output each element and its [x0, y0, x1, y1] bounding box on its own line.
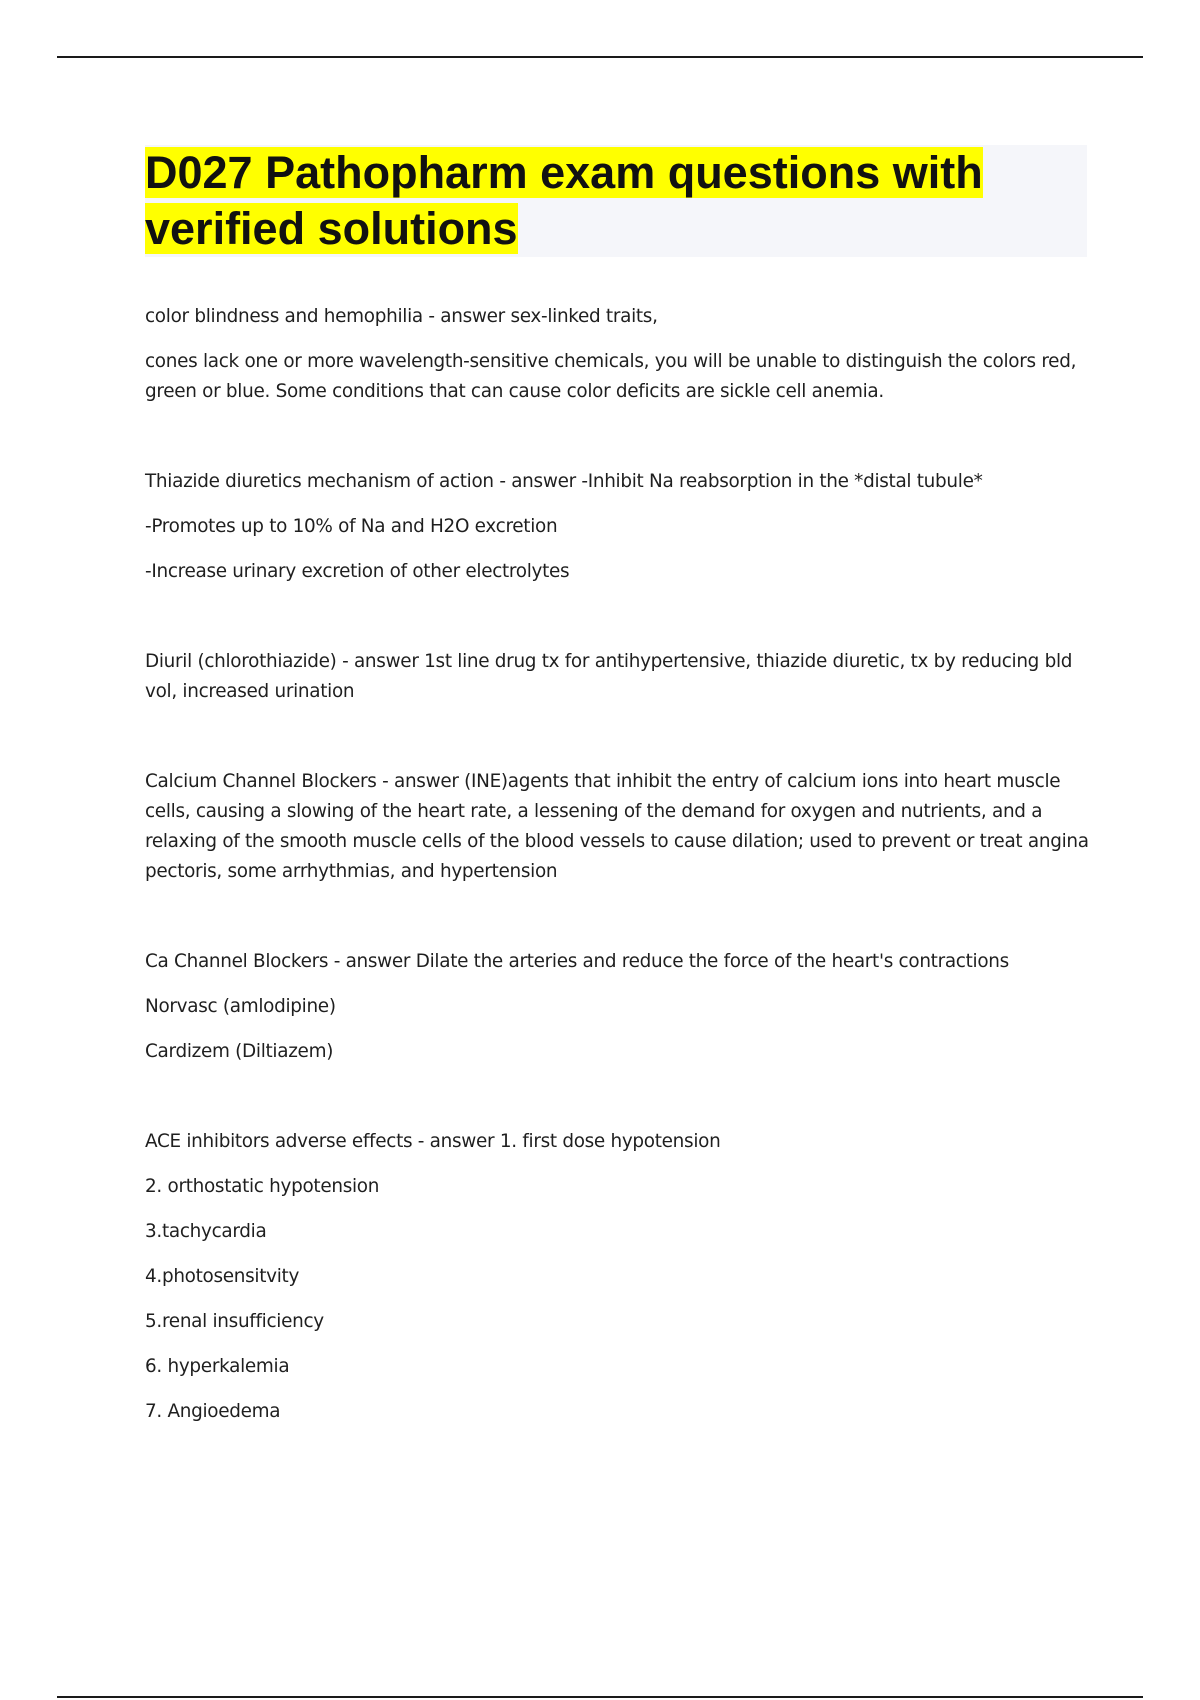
list-item: 4.photosensitvity — [145, 1266, 300, 1287]
list-item: 3.tachycardia — [145, 1221, 267, 1242]
document-title — [145, 145, 1087, 257]
list-item: 2. orthostatic hypotension — [145, 1176, 380, 1197]
entry-question: color blindness and hemophilia - answer sex-linked traits, — [145, 306, 658, 327]
document-body — [145, 302, 1090, 1427]
list-item: 7. Angioedema — [145, 1401, 281, 1422]
entry-question: ACE inhibitors adverse effects - answer 1. first dose hypotension — [145, 1131, 721, 1152]
entry-answer: Cardizem (Diltiazem) — [145, 1041, 334, 1062]
entry-question: Diuril (chlorothiazide) - answer 1st line drug tx for antihypertensive, thiazide diuretic, tx by reducing bld vol, increased urination — [145, 651, 1073, 702]
bottom-rule — [57, 1696, 1143, 1698]
entry-answer: -Increase urinary excretion of other electrolytes — [145, 561, 570, 582]
title-line-1: D027 Pathopharm exam questions with — [145, 147, 983, 198]
top-rule — [57, 56, 1143, 58]
list-item: 5.renal insufficiency — [145, 1311, 324, 1332]
entry-question: Calcium Channel Blockers - answer (INE)agents that inhibit the entry of calcium ions into heart muscle cells, causing a slowing of the heart rate, a lessening of the demand for oxygen and nutrients, and a relaxing of the smooth muscle cells of the blood vessels to cause dilation; used to prevent or treat angina pectoris, some arrhythmias, and hypertension — [145, 771, 1089, 882]
title-block — [145, 145, 1087, 257]
entry-answer: cones lack one or more wavelength-sensitive chemicals, you will be unable to distinguish the colors red, green or blue. Some conditions that can cause color deficits are sickle cell anemia. — [145, 351, 1077, 402]
entry-question: Ca Channel Blockers - answer Dilate the arteries and reduce the force of the heart's contractions — [145, 951, 1009, 972]
title-line-2: verified solutions — [145, 203, 518, 254]
entry-answer: Norvasc (amlodipine) — [145, 996, 336, 1017]
entry-answer: -Promotes up to 10% of Na and H2O excretion — [145, 516, 558, 537]
entry-question: Thiazide diuretics mechanism of action - answer -Inhibit Na reabsorption in the *distal tubule* — [145, 471, 983, 492]
list-item: 6. hyperkalemia — [145, 1356, 290, 1377]
